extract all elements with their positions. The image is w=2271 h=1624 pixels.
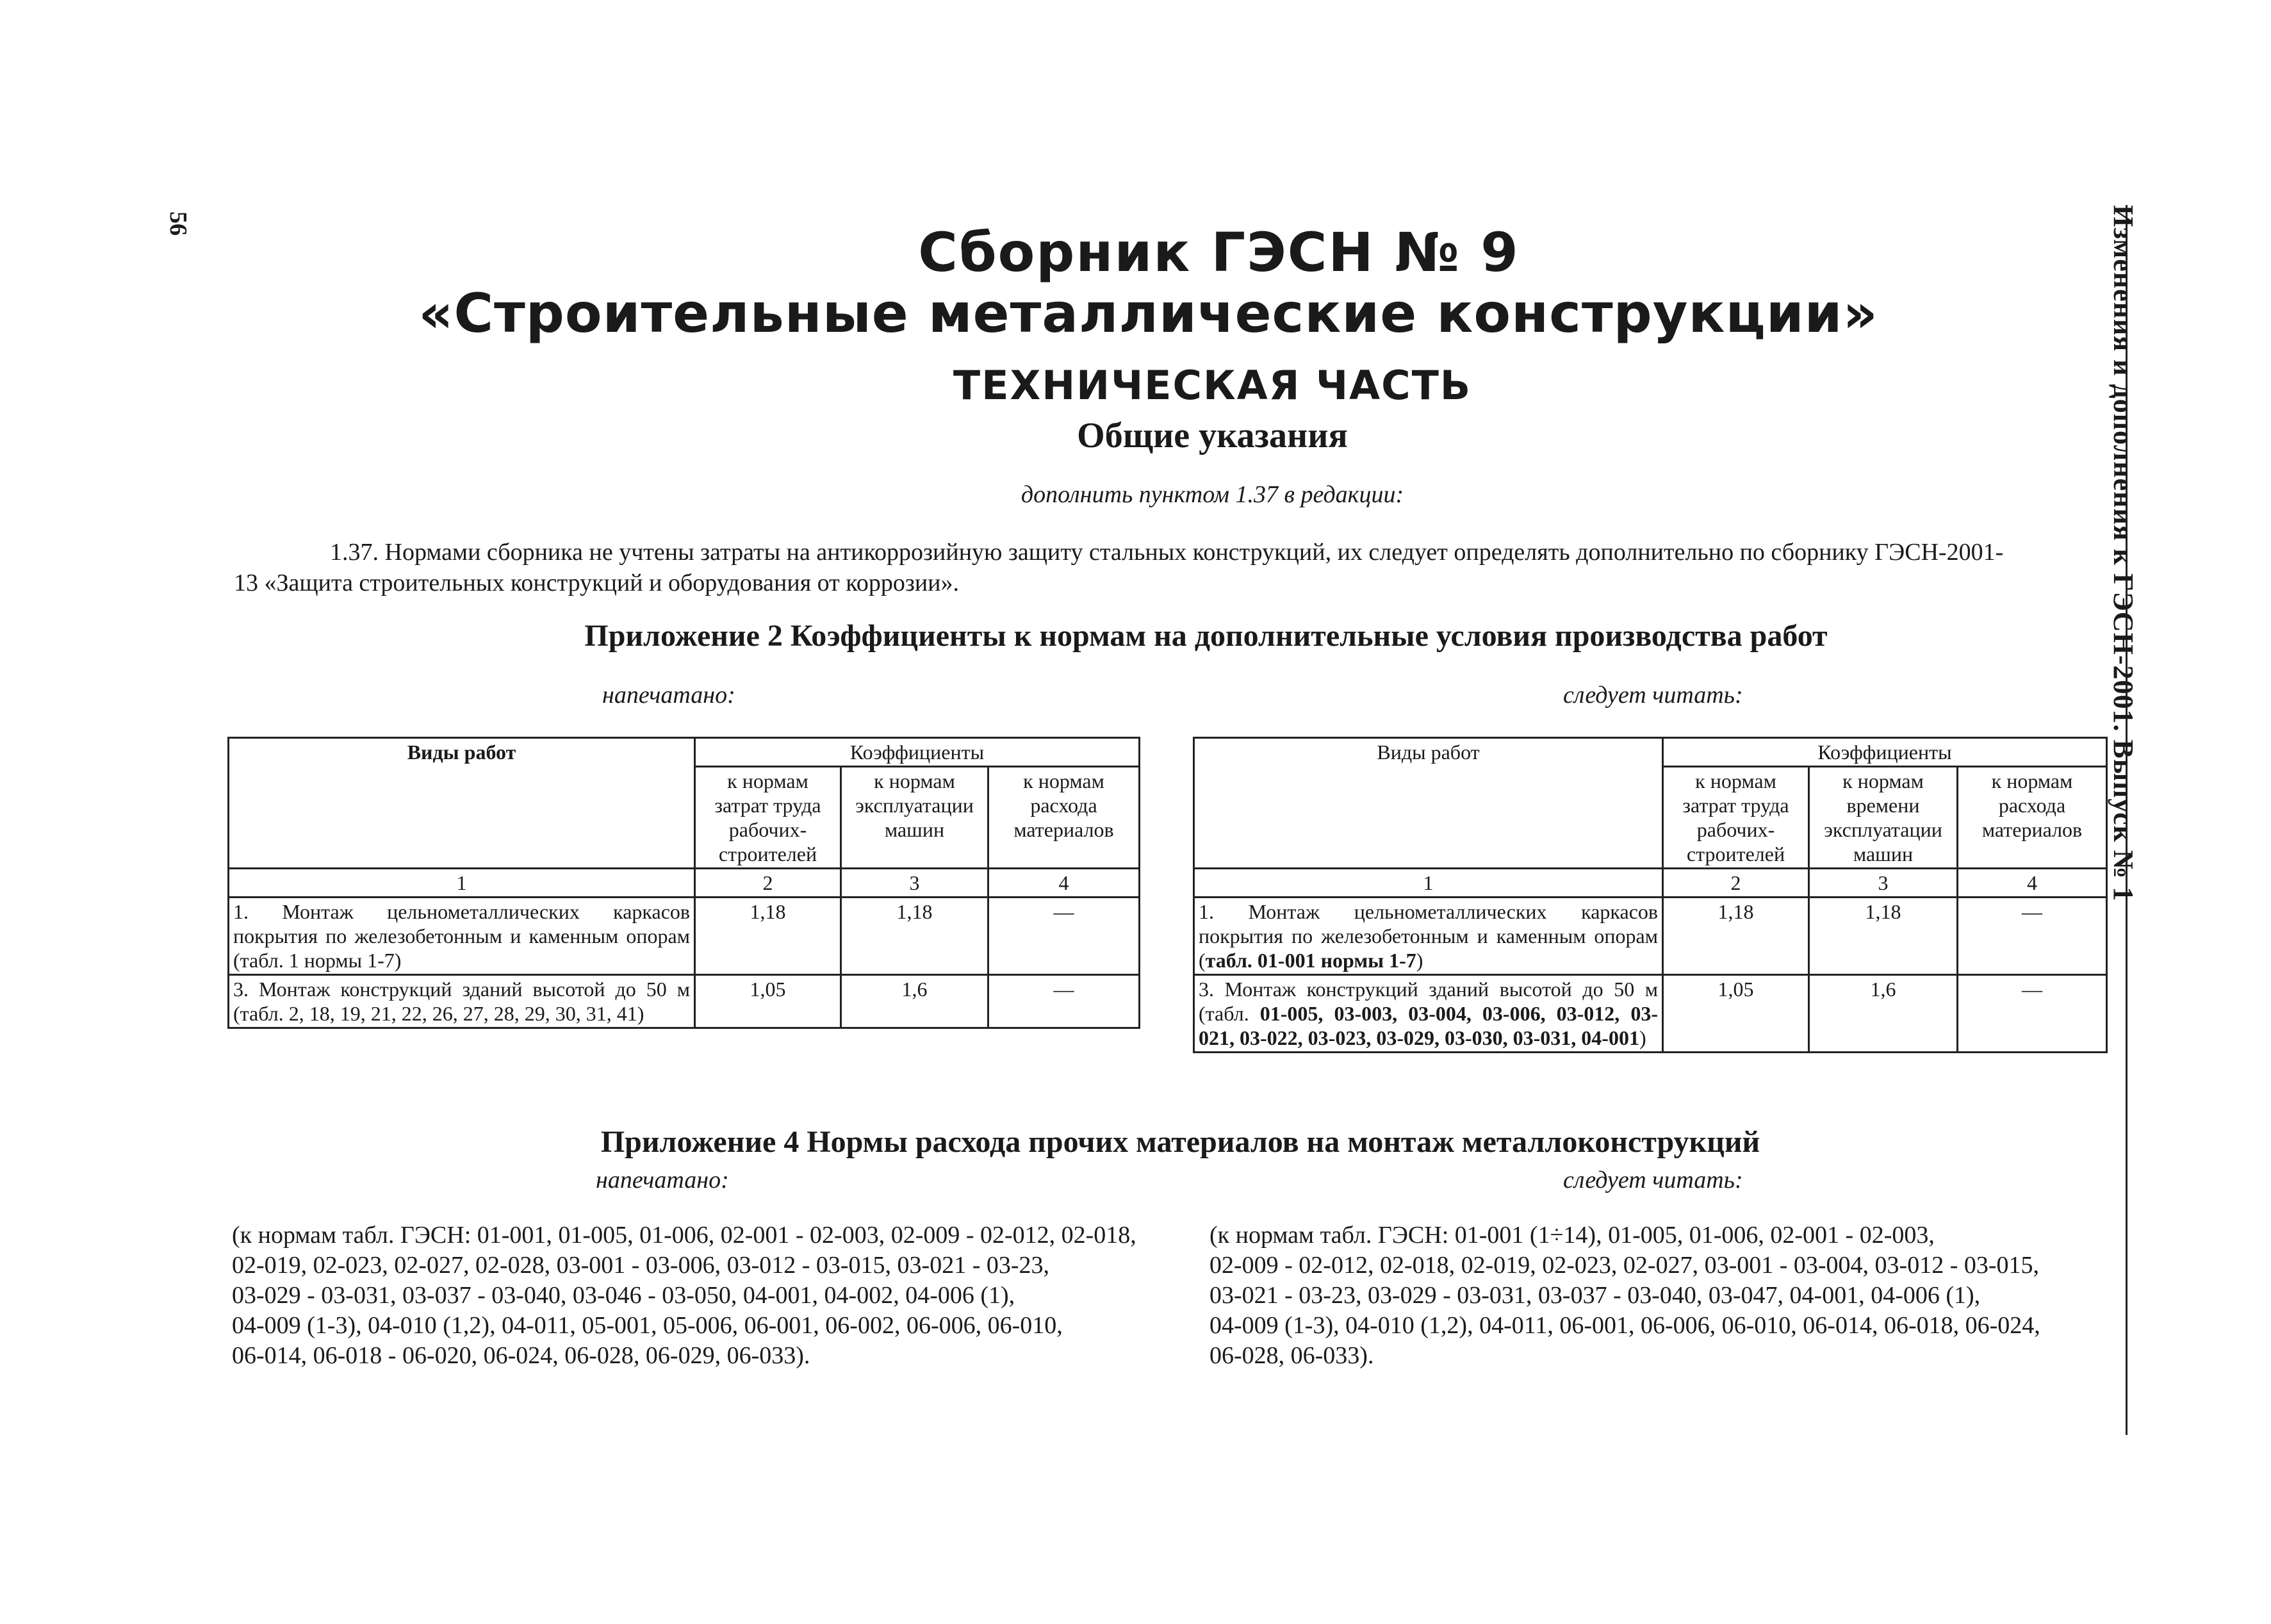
work-cell: 1. Монтаж цельнометаллических каркасов покрытия по железобетонным и каменным опорам (табл. 1 нормы 1-7)	[229, 898, 695, 975]
work-table-ref: 01-005, 03-003, 03-004, 03-006, 03-012, 03-021, 03-022, 03-023, 03-029, 03-030, 03-031, 04-001	[1199, 1002, 1658, 1049]
list-line: 02-009 - 02-012, 02-018, 02-019, 02-023, 02-027, 03-001 - 03-004, 03-012 - 03-015,	[1209, 1252, 2040, 1279]
table-row	[1194, 975, 2107, 1053]
col-number: 3	[841, 869, 988, 898]
col-number: 1	[229, 869, 695, 898]
header-labor: к нормам затрат труда рабочих-строителей	[695, 767, 841, 869]
work-table-ref: табл. 01-001 нормы 1-7	[1205, 949, 1416, 972]
header-labor: к нормам затрат труда рабочих-строителей	[1663, 767, 1809, 869]
machine-coef: 1,6	[841, 975, 988, 1028]
list-line: 03-021 - 03-23, 03-029 - 03-031, 03-037 - 03-040, 03-047, 04-001, 04-006 (1),	[1209, 1282, 1981, 1309]
header-materials: к нормам расхода материалов	[988, 767, 1140, 869]
machine-coef: 1,18	[841, 898, 988, 975]
header-materials: к нормам расхода материалов	[1958, 767, 2107, 869]
material-coef: —	[1958, 898, 2107, 975]
col-number: 4	[1958, 869, 2107, 898]
labor-coef: 1,05	[1663, 975, 1809, 1053]
collection-subtitle: «Строительные металлические конструкции»	[418, 282, 1878, 345]
labor-coef: 1,05	[695, 975, 841, 1028]
appendix4-should-label: следует читать:	[1563, 1167, 1743, 1193]
list-line: 03-029 - 03-031, 03-037 - 03-040, 03-046 - 03-050, 04-001, 04-002, 04-006 (1),	[232, 1282, 1015, 1309]
labor-coef: 1,18	[695, 898, 841, 975]
paragraph-line: 13 «Защита строительных конструкций и оборудования от коррозии».	[234, 570, 960, 596]
header-coefficients: Коэффициенты	[695, 738, 1140, 767]
col-number: 1	[1194, 869, 1663, 898]
col-number: 2	[1663, 869, 1809, 898]
page-number: 56	[165, 211, 192, 236]
header-works: Виды работ	[1194, 738, 1663, 869]
header-machines: к нормам эксплуатации машин	[841, 767, 988, 869]
work-cell	[1194, 898, 1663, 975]
machine-coef: 1,6	[1809, 975, 1958, 1053]
should-norms-list	[1209, 1220, 2119, 1371]
work-cell: 3. Монтаж конструкций зданий высотой до 50 м (табл. 2, 18, 19, 21, 22, 26, 27, 28, 29, 30, 31, 41)	[229, 975, 695, 1028]
list-line: 02-019, 02-023, 02-027, 02-028, 03-001 - 03-006, 03-012 - 03-015, 03-021 - 03-23,	[232, 1252, 1050, 1279]
section-title: ТЕХНИЧЕСКАЯ ЧАСТЬ	[953, 362, 1472, 409]
material-coef: —	[988, 975, 1140, 1028]
material-coef: —	[1958, 975, 2107, 1053]
list-line: (к нормам табл. ГЭСН: 01-001 (1÷14), 01-005, 01-006, 02-001 - 02-003,	[1209, 1222, 1935, 1249]
appendix4-heading: Приложение 4 Нормы расхода прочих материалов на монтаж металлоконструкций	[600, 1125, 1760, 1159]
side-header: Изменения и дополнения к ГЭСН-2001. Выпуск № 1	[2108, 205, 2139, 902]
appendix4-printed-label: напечатано:	[596, 1167, 729, 1193]
section-subtitle: Общие указания	[1077, 416, 1348, 455]
col-number: 2	[695, 869, 841, 898]
appendix2-printed-label: напечатано:	[602, 682, 735, 709]
add-note: дополнить пунктом 1.37 в редакции:	[1021, 481, 1404, 508]
paragraph-line: 1.37. Нормами сборника не учтены затраты на антикоррозийную защиту стальных конструкций, их следует определять дополнительно по сборнику ГЭСН-2001-	[330, 539, 2004, 566]
paragraph-1-37	[234, 537, 2104, 598]
should-coefficients-table	[1193, 737, 2108, 1053]
header-machines: к нормам времени эксплуатации машин	[1809, 767, 1958, 869]
col-number: 3	[1809, 869, 1958, 898]
list-line: 06-014, 06-018 - 06-020, 06-024, 06-028, 06-029, 06-033).	[232, 1342, 810, 1369]
table-row	[1194, 898, 2107, 975]
material-coef: —	[988, 898, 1140, 975]
appendix2-heading: Приложение 2 Коэффициенты к нормам на дополнительные условия производства работ	[584, 619, 1828, 653]
work-text-end: )	[1639, 1026, 1646, 1049]
header-coefficients: Коэффициенты	[1663, 738, 2107, 767]
collection-title: Сборник ГЭСН № 9	[918, 221, 1520, 284]
list-line: 04-009 (1-3), 04-010 (1,2), 04-011, 06-001, 06-006, 06-010, 06-014, 06-018, 06-024,	[1209, 1312, 2040, 1339]
work-text-end: )	[1416, 949, 1423, 972]
list-line: (к нормам табл. ГЭСН: 01-001, 01-005, 01-006, 02-001 - 02-003, 02-009 - 02-012, 02-018,	[232, 1222, 1136, 1249]
table-row	[229, 975, 1140, 1028]
work-text: 1. Монтаж цельнометаллических каркасов покрытия по железобетонным и каменным опорам (	[1199, 900, 1658, 972]
work-text: 3. Монтаж конструкций зданий высотой до 50 м (табл.	[1199, 978, 1658, 1025]
list-line: 06-028, 06-033).	[1209, 1342, 1374, 1369]
printed-coefficients-table	[227, 737, 1140, 1029]
header-works: Виды работ	[229, 738, 695, 869]
col-number: 4	[988, 869, 1140, 898]
machine-coef: 1,18	[1809, 898, 1958, 975]
appendix2-should-label: следует читать:	[1563, 682, 1743, 709]
labor-coef: 1,18	[1663, 898, 1809, 975]
printed-norms-list	[232, 1220, 1154, 1371]
work-cell	[1194, 975, 1663, 1053]
list-line: 04-009 (1-3), 04-010 (1,2), 04-011, 05-001, 05-006, 06-001, 06-002, 06-006, 06-010,	[232, 1312, 1063, 1339]
table-row	[229, 898, 1140, 975]
